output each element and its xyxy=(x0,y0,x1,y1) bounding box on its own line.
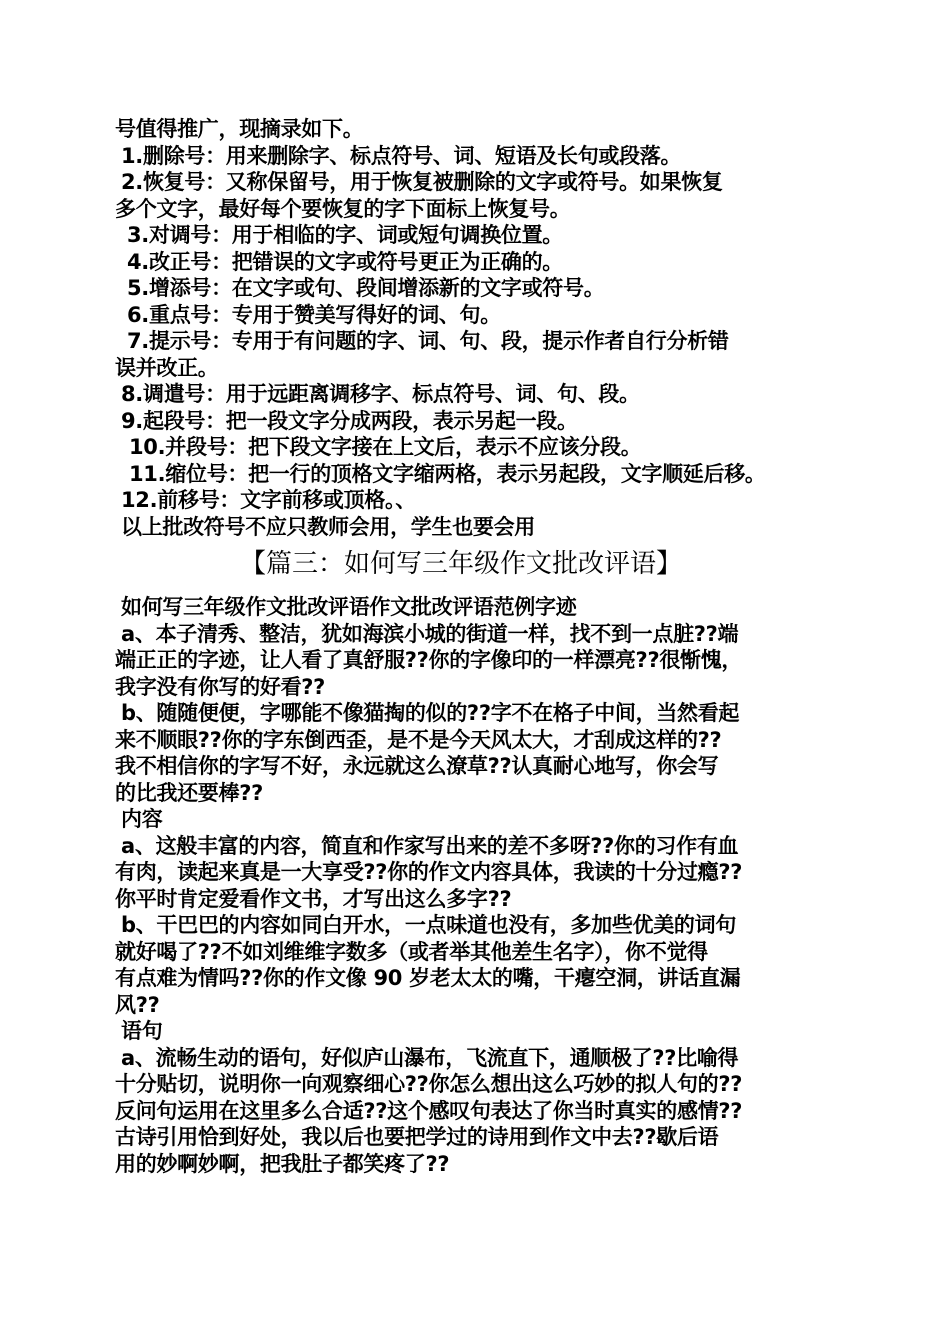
text-line: 内容 xyxy=(121,807,163,831)
text-line: 8.调遣号：用于远距离调移字、标点符号、词、句、段。 xyxy=(121,382,640,406)
text-line: 用的妙啊妙啊，把我肚子都笑疼了?? xyxy=(115,1151,450,1176)
text-line: 语句 xyxy=(121,1019,163,1043)
text-line: 古诗引用恰到好处，我以后也要把学过的诗用到作文中去??歇后语 xyxy=(115,1125,719,1149)
text-line: 9.起段号：把一段文字分成两段，表示另起一段。 xyxy=(121,408,578,433)
text-line: 11.缩位号：把一行的顶格文字缩两格，表示另起段，文字顺延后移。 xyxy=(129,461,766,486)
text-line: 反问句运用在这里多么合适??这个感叹句表达了你当时真实的感情?? xyxy=(115,1098,743,1123)
text-line: a、本子清秀、整洁，犹如海滨小城的街道一样，找不到一点脏??端 xyxy=(121,621,739,646)
text-line: 十分贴切，说明你一向观察细心??你怎么想出这么巧妙的拟人句的?? xyxy=(115,1072,743,1096)
proofreading-marks-list xyxy=(115,116,845,540)
text-line: 端正正的字迹，让人看了真舒服??你的字像印的一样漂亮??很惭愧， xyxy=(115,648,743,672)
text-line: 2.恢复号：又称保留号，用于恢复被删除的文字或符号。如果恢复 xyxy=(121,170,723,194)
text-line: 误并改正。 xyxy=(115,355,219,380)
text-line: 7.提示号：专用于有问题的字、词、句、段，提示作者自行分析错 xyxy=(127,329,729,353)
text-line: 有点难为情吗??你的作文像 90 岁老太太的嘴，干瘪空洞，讲话直漏 xyxy=(115,966,741,990)
comment-examples-list xyxy=(115,594,845,1177)
text-line: 以上批改符号不应只教师会用，学生也要会用 xyxy=(121,514,535,539)
text-line: 我不相信你的字写不好，永远就这么潦草??认真耐心地写，你会写 xyxy=(115,754,719,778)
text-line: b、随随便便，字哪能不像猫掏的似的??字不在格子中间，当然看起 xyxy=(121,701,740,725)
text-line: 3.对调号：用于相临的字、词或短句调换位置。 xyxy=(127,223,563,247)
section-heading: 【篇三：如何写三年级作文批改评语】 xyxy=(240,549,683,579)
text-line: a、这般丰富的内容，简直和作家写出来的差不多呀??你的习作有血 xyxy=(121,833,739,858)
text-line: 号值得推广，现摘录如下。 xyxy=(115,117,364,141)
text-line: 6.重点号：专用于赞美写得好的词、句。 xyxy=(127,302,501,327)
text-line: 多个文字，最好每个要恢复的字下面标上恢复号。 xyxy=(115,196,571,221)
text-line: 1.删除号：用来删除字、标点符号、词、短语及长句或段落。 xyxy=(121,143,682,168)
text-line: 来不顺眼??你的字东倒西歪，是不是今天风太大，才刮成这样的?? xyxy=(115,727,722,752)
text-line: 5.增添号：在文字或句、段间增添新的文字或符号。 xyxy=(127,276,605,300)
text-line: a、流畅生动的语句，好似庐山瀑布，飞流直下，通顺极了??比喻得 xyxy=(121,1045,739,1070)
text-line: 就好喝了??不如刘维维字数多（或者举其他差生名字），你不觉得 xyxy=(115,939,708,964)
text-line: 4.改正号：把错误的文字或符号更正为正确的。 xyxy=(127,249,563,274)
text-line: 有肉，读起来真是一大享受??你的作文内容具体，我读的十分过瘾?? xyxy=(115,860,743,884)
text-line: 10.并段号：把下段文字接在上文后，表示不应该分段。 xyxy=(129,435,642,459)
document-page xyxy=(115,116,845,1177)
text-line: 的比我还要棒?? xyxy=(115,780,263,805)
text-line: 风?? xyxy=(115,992,160,1017)
text-line: b、干巴巴的内容如同白开水，一点味道也没有，多加些优美的词句 xyxy=(121,913,737,937)
text-line: 你平时肯定爱看作文书，才写出这么多字?? xyxy=(115,886,512,911)
text-line: 我字没有你写的好看?? xyxy=(115,674,326,699)
text-line: 如何写三年级作文批改评语作文批改评语范例字迹 xyxy=(121,595,577,619)
text-line: 12.前移号：文字前移或顶格。、 xyxy=(121,488,416,512)
